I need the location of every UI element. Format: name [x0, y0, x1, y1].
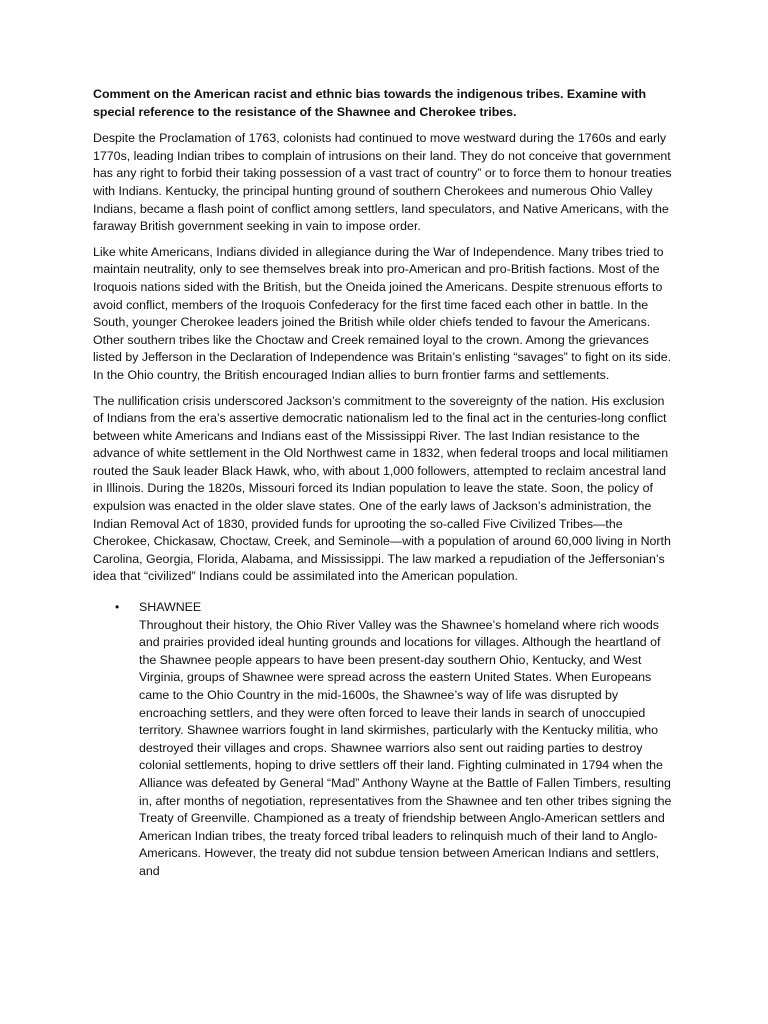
bullet-title-shawnee: SHAWNEE	[139, 600, 202, 615]
bullet-body-shawnee: Throughout their history, the Ohio River Valley was the Shawnee’s homeland where rich woods and prairies provided ideal hunting grounds and locations for villages. Although the heartland of the Shawnee people appears to have been present-day southern Ohio, Kentucky, and West Virginia, groups of Shawnee were spread across the eastern United States. When Europeans came to the Ohio Country in the mid-1600s, the Shawnee’s way of life was disrupted by encroaching settlers, and they were often forced to leave their lands in search of unoccupied territory. Shawnee warriors fought in land skirmishes, particularly with the Kentucky militia, who destroyed their villages and crops. Shawnee warriors also sent out raiding parties to destroy colonial settlements, hoping to drive settlers off their land. Fighting culminated in 1794 when the Alliance was defeated by General “Mad” Anthony Wayne at the Battle of Fallen Timbers, resulting in, after months of negotiation, representatives from the Shawnee and ten other tribes signing the Treaty of Greenville. Championed as a treaty of friendship between Anglo-American settlers and American Indian tribes, the treaty forced tribal leaders to relinquish much of their land to Anglo-Americans. However, the treaty did not subdue tension between American Indians and settlers, and	[139, 617, 672, 878]
bullet-dot-icon: •	[115, 600, 120, 615]
bullet-item-shawnee	[115, 599, 676, 881]
bullet-list	[93, 599, 676, 881]
paragraph-war-of-independence: Like white Americans, Indians divided in allegiance during the War of Independence. Many tribes tried to maintain neutrality, only to see themselves break into pro-American and pro-British factions. Most of the Iroquois nations sided with the British, but the Oneida joined the Americans. Despite strenuous efforts to avoid conflict, members of the Iroquois Confederacy for the first time faced each other in battle. In the South, younger Cherokee leaders joined the British while older chiefs tended to favour the Americans. Other southern tribes like the Choctaw and Creek remained loyal to the crown. Among the grievances listed by Jefferson in the Declaration of Independence was Britain’s enlisting “savages” to fight on its side. In the Ohio country, the British encouraged Indian allies to burn frontier farms and settlements.	[93, 244, 672, 382]
paragraph-indian-removal: The nullification crisis underscored Jackson’s commitment to the sovereignty of the nation. His exclusion of Indians from the era’s assertive democratic nationalism led to the final act in the centuries-long conflict between white Americans and Indians east of the Mississippi River. The last Indian resistance to the advance of white settlement in the Old Northwest came in 1832, when federal troops and local militiamen routed the Sauk leader Black Hawk, who, with about 1,000 followers, attempted to reclaim ancestral land in Illinois. During the 1820s, Missouri forced its Indian population to leave the state. Soon, the policy of expulsion was enacted in the older slave states. One of the early laws of Jackson’s administration, the Indian Removal Act of 1830, provided funds for uprooting the so-called Five Civilized Tribes—the Cherokee, Chickasaw, Choctaw, Creek, and Seminole—with a population of around 60,000 living in North Carolina, Georgia, Florida, Alabama, and Mississippi. The law marked a repudiation of the Jeffersonian’s idea that “civilized” Indians could be assimilated into the American population.	[93, 393, 671, 584]
paragraph-proclamation: Despite the Proclamation of 1763, colonists had continued to move westward during the 1760s and early 1770s, leading Indian tribes to complain of intrusions on their land. They do not conceive that government has any right to forbid their taking possession of a vast tract of country” or to force them to honour treaties with Indians. Kentucky, the principal hunting ground of southern Cherokees and numerous Ohio Valley Indians, became a flash point of conflict among settlers, land speculators, and Native Americans, with the faraway British government seeking in vain to impose order.	[93, 131, 672, 234]
essay-question-heading: Comment on the American racist and ethnic bias towards the indigenous tribes. Examine with special reference to the resistance of the Shawnee and Cherokee tribes.	[93, 87, 647, 119]
